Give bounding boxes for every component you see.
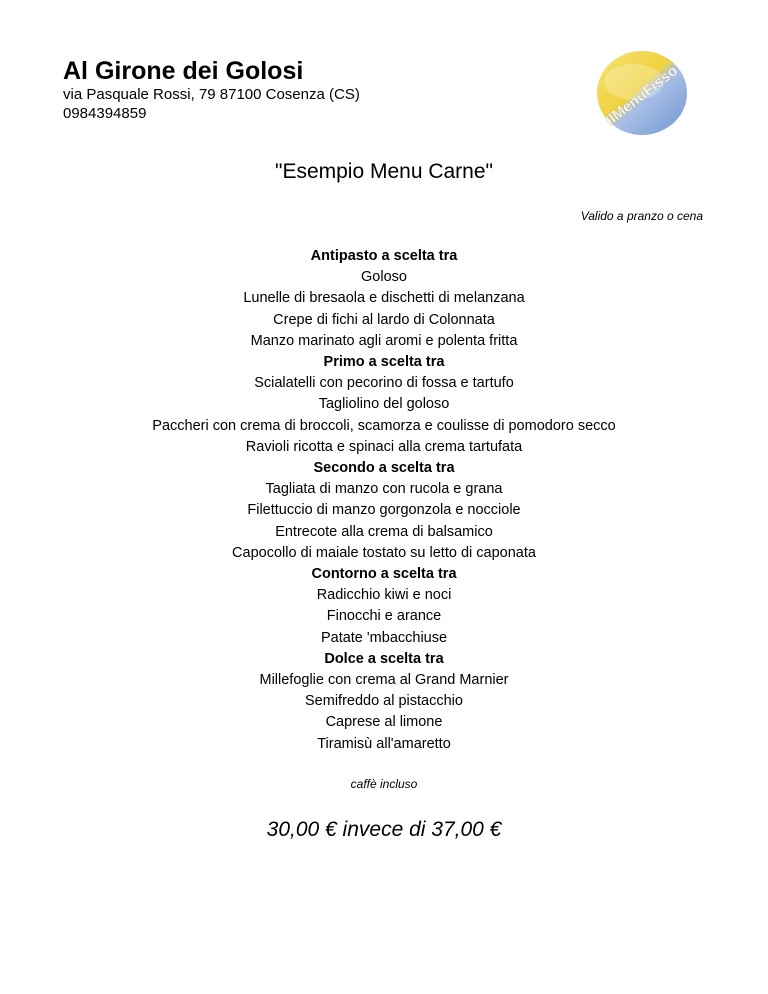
menu-dish: Goloso	[361, 269, 407, 286]
course-title: Dolce a scelta tra	[324, 650, 444, 667]
logo-text: IlMenuFisso	[602, 62, 682, 129]
menu-title: "Esempio Menu Carne"	[274, 160, 493, 183]
menu-dish: Ravioli ricotta e spinaci alla crema tartufata	[245, 438, 523, 455]
menu-dish: Scialatelli con pecorino di fossa e tartufo	[254, 375, 514, 392]
menu-list	[0, 246, 768, 755]
menu-dish: Caprese al limone	[325, 714, 443, 731]
course-title: Primo a scelta tra	[323, 354, 445, 371]
menu-dish: Manzo marinato agli aromi e polenta fritta	[250, 332, 518, 349]
menu-dish: Tagliata di manzo con rucola e grana	[265, 481, 503, 498]
menu-dish: Semifreddo al pistacchio	[305, 693, 463, 710]
price: 30,00 € invece di 37,00 €	[266, 818, 502, 841]
menu-dish: Tiramisù all'amaretto	[317, 735, 451, 752]
menu-dish: Capocollo di maiale tostato su letto di caponata	[232, 544, 536, 561]
course-title: Secondo a scelta tra	[313, 460, 455, 477]
menu-dish: Crepe di fichi al lardo di Colonnata	[273, 311, 495, 328]
course-title: Antipasto a scelta tra	[310, 248, 458, 264]
coffee-note: caffè incluso	[350, 777, 418, 791]
menu-fisso-logo	[594, 48, 690, 138]
menu-dish: Paccheri con crema di broccoli, scamorza e coulisse di pomodoro secco	[152, 417, 616, 434]
course-title: Contorno a scelta tra	[311, 566, 457, 583]
restaurant-address: via Pasquale Rossi, 79 87100 Cosenza (CS)	[63, 86, 360, 103]
menu-dish: Entrecote alla crema di balsamico	[275, 523, 493, 540]
menu-dish: Radicchio kiwi e noci	[316, 587, 452, 604]
menu-dish: Millefoglie con crema al Grand Marnier	[259, 672, 509, 689]
validity-note: Valido a pranzo o cena	[580, 209, 703, 223]
menu-dish: Tagliolino del goloso	[318, 396, 450, 413]
menu-dish: Filettuccio di manzo gorgonzola e nocciole	[247, 502, 521, 519]
menu-dish: Patate 'mbacchiuse	[320, 629, 448, 646]
restaurant-phone: 0984394859	[63, 105, 147, 122]
menu-dish: Lunelle di bresaola e dischetti di melanzana	[243, 290, 525, 307]
menu-dish: Finocchi e arance	[326, 608, 442, 625]
restaurant-name: Al Girone dei Golosi	[63, 57, 304, 85]
